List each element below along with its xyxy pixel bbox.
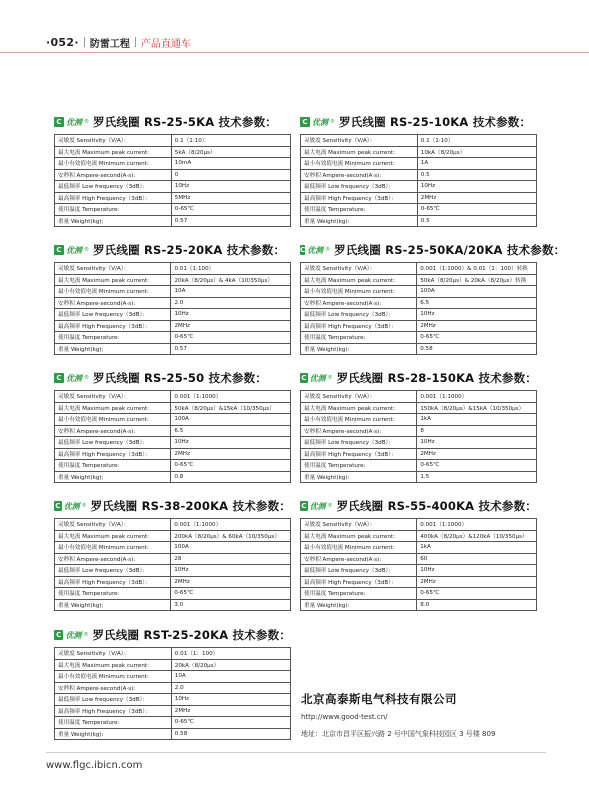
param-label: 最高频率 High Frequency（3dB）：	[55, 192, 172, 204]
table-row	[55, 659, 291, 671]
param-value: 0.01（1:100）	[171, 263, 291, 275]
logo-icon: C	[54, 373, 64, 383]
spec-table	[300, 134, 537, 227]
table-row	[55, 332, 291, 344]
param-label: 重量 Weight(kg):	[301, 599, 417, 611]
param-value: 5MHz	[171, 192, 290, 204]
header-divider	[135, 37, 136, 47]
registered-mark: ®	[84, 119, 89, 125]
table-row	[55, 169, 291, 181]
registered-mark: ®	[325, 247, 331, 253]
param-label: 安秒积 Ampere-second(A·s):	[55, 297, 171, 309]
block-heading: 罗氏线圈 RS-25-50 技术参数：	[93, 371, 267, 385]
logo-text: 优测	[309, 501, 326, 511]
table-row	[301, 158, 537, 170]
param-value: 10A	[171, 286, 291, 298]
param-label: 最小有效值电流 Minimum current:	[55, 414, 171, 426]
param-value: 0-65℃	[417, 204, 536, 216]
param-value: 0.8	[171, 471, 291, 483]
param-label: 最小有效值电流 Minimum current:	[301, 542, 417, 554]
table-row	[55, 448, 291, 460]
table-row	[55, 460, 291, 472]
spec-block	[54, 498, 291, 611]
param-label: 灵敏度 Sensitivity（V/A）：	[55, 648, 172, 660]
param-value: 0-65℃	[171, 460, 291, 472]
table-row	[55, 728, 291, 740]
registered-mark: ®	[81, 503, 87, 509]
param-label: 安秒积 Ampere-second(A·s):	[55, 425, 171, 437]
logo-text: 优测	[309, 373, 326, 383]
logo-icon: C	[301, 374, 307, 382]
param-label: 最小有效值电流 Minimum current:	[55, 158, 172, 170]
param-label: 最低频率 Low frequency（3dB）：	[55, 437, 171, 449]
table-row	[301, 448, 537, 460]
block-heading: 罗氏线圈 RS-25-5KA 技术参数：	[93, 115, 278, 129]
table-row	[301, 135, 537, 147]
param-label: 灵敏度 Sensitivity（V/A）：	[301, 135, 418, 147]
param-value: 10Hz	[171, 565, 291, 577]
table-row	[301, 274, 537, 286]
param-label: 灵敏度 Sensitivity（V/A）：	[55, 391, 171, 403]
param-label: 灵敏度 Sensitivity（V/A）：	[55, 135, 172, 147]
table-row	[55, 215, 291, 227]
company-name: 北京高泰斯电气科技有限公司	[301, 692, 457, 706]
registered-mark: ®	[84, 375, 89, 381]
param-value: 20kA（8/20μs）& 4kA（10/350μs）	[171, 274, 291, 286]
logo-text: 优测	[312, 117, 328, 127]
param-label: 安秒积 Ampere-second(A·s):	[301, 297, 417, 309]
param-label: 安秒积 Ampere-second(A·s):	[301, 553, 417, 565]
param-value: 0-65℃	[171, 588, 291, 600]
param-label: 最小有效值电流 Minimum current:	[55, 671, 172, 683]
param-label: 灵敏度 Sensitivity（V/A）：	[301, 519, 417, 531]
table-row	[55, 588, 291, 600]
table-row	[301, 471, 537, 483]
param-value: 2MHz	[417, 192, 536, 204]
param-value: 1kA	[417, 542, 537, 554]
spec-table	[300, 518, 537, 611]
page-number: ·052·	[46, 35, 79, 49]
table-row	[301, 565, 537, 577]
param-label: 灵敏度 Sensitivity（V/A）：	[55, 519, 171, 531]
param-label: 灵敏度 Sensitivity（V/A）：	[301, 391, 417, 403]
param-value: 0	[171, 169, 290, 181]
param-label: 重量 Weight(kg):	[301, 215, 418, 227]
table-row	[55, 286, 291, 298]
param-value: 0.001（1:1000）	[417, 391, 537, 403]
param-label: 使用温度 Temperature:	[55, 588, 171, 600]
param-value: 2MHz	[171, 576, 291, 588]
company-address: 地址：北京市昌平区振兴路 2 号中国气象科技园区 3 号楼 809	[301, 730, 496, 738]
param-label: 使用温度 Temperature:	[55, 332, 171, 344]
logo-icon: C	[300, 246, 306, 254]
table-row	[301, 146, 537, 158]
spec-table	[300, 262, 537, 355]
table-row	[301, 297, 537, 309]
spec-table	[300, 390, 537, 483]
table-row	[55, 263, 291, 275]
table-row	[55, 402, 291, 414]
header-divider	[84, 37, 85, 47]
param-value: 400kA（8/20μs）&120kA（10/350μs）	[417, 530, 537, 542]
block-title	[54, 370, 291, 386]
param-label: 安秒积 Ampere-second(A·s):	[301, 169, 418, 181]
table-row	[55, 135, 291, 147]
table-row	[55, 181, 291, 193]
param-value: 0-65℃	[417, 332, 537, 344]
table-row	[301, 553, 537, 565]
param-value: 10Hz	[417, 309, 537, 321]
param-value: 200kA（8/20μs）& 60kA（10/350μs）	[171, 530, 291, 542]
param-value: 3.0	[171, 599, 291, 611]
block-heading: 罗氏线圈 RST-25-20KA 技术参数：	[92, 628, 291, 642]
spec-table	[54, 518, 291, 611]
param-label: 使用温度 Temperature:	[301, 460, 417, 472]
block-heading: 罗氏线圈 RS-25-50KA/20KA 技术参数：	[334, 243, 566, 257]
spec-block	[54, 242, 291, 355]
param-label: 最大电流 Maximum peak current:	[55, 146, 172, 158]
param-label: 最小有效值电流 Minimum current:	[301, 286, 417, 298]
table-row	[55, 320, 291, 332]
param-label: 安秒积 Ampere-second(A·s):	[301, 425, 417, 437]
param-value: 0.001（1:1000）	[171, 391, 291, 403]
spec-table	[54, 262, 291, 355]
param-label: 使用温度 Temperature:	[55, 717, 172, 729]
block-heading: 罗氏线圈 RS-28-150KA 技术参数：	[336, 371, 537, 385]
param-label: 灵敏度 Sensitivity（V/A）：	[301, 263, 417, 275]
table-row	[55, 309, 291, 321]
table-row	[301, 530, 537, 542]
block-title	[300, 370, 537, 386]
param-label: 最高频率 High Frequency（3dB）：	[301, 448, 417, 460]
table-row	[55, 542, 291, 554]
param-value: 0.5	[417, 169, 536, 181]
table-row	[301, 402, 537, 414]
table-row	[55, 553, 291, 565]
block-title	[300, 114, 537, 130]
param-label: 最低频率 Low frequency（3dB）：	[55, 565, 171, 577]
param-value: 2MHz	[417, 448, 537, 460]
spec-block	[300, 498, 537, 611]
param-label: 最低频率 Low frequency（3dB）：	[55, 694, 172, 706]
page-header	[46, 34, 191, 50]
param-label: 重量 Weight(kg):	[301, 471, 417, 483]
table-row	[301, 588, 537, 600]
registered-mark: ®	[83, 632, 89, 638]
table-row	[55, 204, 291, 216]
table-row	[301, 391, 537, 403]
param-value: 1.5	[417, 471, 537, 483]
param-value: 100A	[417, 286, 537, 298]
subsection-title: 产品直通车	[140, 38, 191, 50]
logo-icon: C	[54, 245, 64, 255]
param-value: 2MHz	[417, 576, 537, 588]
logo-text: 优测	[63, 501, 80, 511]
spec-block	[300, 242, 566, 355]
table-row	[55, 425, 291, 437]
logo-text: 优测	[65, 630, 82, 640]
param-label: 使用温度 Temperature:	[301, 332, 417, 344]
param-label: 最大电流 Maximum peak current:	[301, 402, 417, 414]
param-value: 0-65℃	[171, 332, 291, 344]
param-value: 0.57	[171, 215, 290, 227]
table-row	[301, 309, 537, 321]
table-row	[55, 717, 291, 729]
param-value: 10mA	[171, 158, 290, 170]
table-row	[55, 343, 291, 355]
table-row	[55, 648, 291, 660]
param-label: 最小有效值电流 Minimum current:	[301, 414, 417, 426]
block-heading: 罗氏线圈 RS-55-400KA 技术参数：	[336, 499, 537, 513]
param-label: 使用温度 Temperature:	[301, 588, 417, 600]
param-label: 使用温度 Temperature:	[301, 204, 418, 216]
param-value: 150kA（8/20μs）&15kA（10/350μs）	[417, 402, 537, 414]
param-label: 最高频率 High Frequency（3dB）：	[301, 320, 417, 332]
param-label: 最大电流 Maximum peak current:	[55, 659, 172, 671]
param-value: 0-65℃	[417, 460, 537, 472]
block-title	[54, 114, 291, 130]
param-value: 6.5	[417, 297, 537, 309]
table-row	[55, 565, 291, 577]
param-value: 10kA（8/20μs）	[417, 146, 536, 158]
logo-text: 优测	[66, 245, 82, 255]
logo-icon: C	[54, 117, 64, 127]
spec-block	[54, 627, 291, 740]
block-heading: 罗氏线圈 RS-38-200KA 技术参数：	[90, 499, 291, 513]
param-value: 2.0	[171, 297, 291, 309]
table-row	[55, 599, 291, 611]
table-row	[301, 576, 537, 588]
table-row	[55, 391, 291, 403]
param-value: 100A	[171, 542, 291, 554]
logo-icon: C	[300, 117, 310, 127]
table-row	[55, 519, 291, 531]
param-label: 安秒积 Ampere-second(A·s):	[55, 553, 171, 565]
table-row	[301, 414, 537, 426]
logo-icon: C	[301, 502, 307, 510]
param-value: 0.58	[417, 343, 537, 355]
block-title	[300, 498, 537, 514]
header-rule	[0, 52, 589, 53]
block-title	[54, 242, 291, 258]
param-value: 10Hz	[171, 694, 290, 706]
param-label: 最大电流 Maximum peak current:	[55, 530, 171, 542]
table-row	[301, 263, 537, 275]
param-value: 28	[171, 553, 291, 565]
param-label: 重量 Weight(kg):	[301, 343, 417, 355]
param-value: 50kA（8/20μs）& 20kA（8/20μs）转换	[417, 274, 537, 286]
table-row	[301, 437, 537, 449]
param-value: 10A	[171, 671, 290, 683]
param-label: 最低频率 Low frequency（3dB）：	[301, 309, 417, 321]
param-value: 6.5	[171, 425, 291, 437]
logo-icon: C	[55, 502, 61, 510]
table-row	[301, 332, 537, 344]
param-label: 使用温度 Temperature:	[55, 204, 172, 216]
param-value: 5kA（8/20μs）	[171, 146, 290, 158]
param-label: 使用温度 Temperature:	[55, 460, 171, 472]
registered-mark: ®	[330, 119, 335, 125]
param-label: 最大电流 Maximum peak current:	[55, 274, 171, 286]
param-label: 重量 Weight(kg):	[55, 343, 171, 355]
section-title: 防雷工程	[89, 38, 130, 50]
block-heading: 罗氏线圈 RS-25-20KA 技术参数：	[93, 243, 286, 257]
footer-url[interactable]: www.flgc.ibicn.com	[46, 760, 143, 771]
table-row	[55, 682, 291, 694]
param-value: 50kA（8/20μs）&15kA（10/350μs）	[171, 402, 291, 414]
param-value: 10Hz	[417, 565, 537, 577]
table-row	[301, 215, 537, 227]
table-row	[55, 192, 291, 204]
spec-block	[300, 370, 537, 483]
param-value: 2.0	[171, 682, 290, 694]
spec-block	[300, 114, 537, 227]
param-value: 10Hz	[417, 181, 536, 193]
spec-table	[54, 134, 291, 227]
table-row	[55, 471, 291, 483]
param-label: 最高频率 High Frequency（3dB）：	[55, 448, 171, 460]
param-label: 安秒积 Ampere-second(A·s):	[55, 169, 172, 181]
param-label: 最低频率 Low frequency（3dB）：	[55, 181, 172, 193]
table-row	[55, 694, 291, 706]
param-value: 10Hz	[171, 437, 291, 449]
param-label: 最低频率 Low frequency（3dB）：	[301, 565, 417, 577]
param-label: 安秒积 Ampere-second(A·s):	[55, 682, 172, 694]
spec-table	[54, 390, 291, 483]
param-value: 8.0	[417, 599, 537, 611]
table-row	[55, 671, 291, 683]
table-row	[301, 599, 537, 611]
param-label: 重量 Weight(kg):	[55, 599, 171, 611]
param-label: 最小有效值电流 Minimum current:	[55, 286, 171, 298]
spec-table	[54, 647, 291, 740]
param-value: 0.001（1:1000）& 0.01（1：100）转换	[417, 263, 537, 275]
param-value: 0.1（1:10）	[417, 135, 536, 147]
table-row	[55, 530, 291, 542]
param-label: 最大电流 Maximum peak current:	[55, 402, 171, 414]
table-row	[301, 460, 537, 472]
param-label: 重量 Weight(kg):	[55, 215, 172, 227]
registered-mark: ®	[84, 247, 89, 253]
table-row	[55, 576, 291, 588]
param-value: 0.58	[171, 728, 290, 740]
param-value: 2MHz	[171, 320, 291, 332]
table-row	[301, 286, 537, 298]
param-value: 2MHz	[417, 320, 537, 332]
param-value: 100A	[171, 414, 291, 426]
table-row	[301, 542, 537, 554]
param-value: 8	[417, 425, 537, 437]
param-value: 60	[417, 553, 537, 565]
param-label: 最大电流 Maximum peak current:	[301, 146, 418, 158]
registered-mark: ®	[327, 503, 333, 509]
param-value: 0-65℃	[171, 204, 290, 216]
param-label: 最低频率 Low frequency（3dB）：	[55, 309, 171, 321]
param-label: 最小有效值电流 Minimum current:	[55, 542, 171, 554]
table-row	[55, 414, 291, 426]
table-row	[301, 343, 537, 355]
param-value: 0.001（1:1000）	[417, 519, 537, 531]
table-row	[301, 181, 537, 193]
param-label: 最大电流 Maximum peak current:	[301, 274, 417, 286]
block-title	[300, 242, 566, 258]
table-row	[55, 437, 291, 449]
table-row	[55, 274, 291, 286]
table-row	[301, 320, 537, 332]
table-row	[301, 204, 537, 216]
param-label: 最高频率 High Frequency（3dB）：	[55, 705, 172, 717]
param-label: 最高频率 High Frequency（3dB）：	[55, 576, 171, 588]
table-row	[55, 158, 291, 170]
logo-text: 优测	[66, 373, 82, 383]
company-url[interactable]: http://www.good-test.cn/	[301, 713, 388, 721]
footer-rule	[46, 752, 546, 753]
param-label: 最低频率 Low frequency（3dB）：	[301, 181, 418, 193]
param-label: 重量 Weight(kg):	[55, 728, 172, 740]
param-value: 0.5	[417, 215, 536, 227]
param-label: 最低频率 Low frequency（3dB）：	[301, 437, 417, 449]
logo-text: 优测	[66, 117, 82, 127]
param-label: 重量 Weight(kg):	[55, 471, 171, 483]
table-row	[301, 192, 537, 204]
table-row	[55, 705, 291, 717]
param-value: 10Hz	[171, 309, 291, 321]
logo-icon: C	[54, 630, 63, 640]
param-value: 10Hz	[417, 437, 537, 449]
param-value: 0.57	[171, 343, 291, 355]
registered-mark: ®	[327, 375, 333, 381]
table-row	[55, 146, 291, 158]
param-value: 1kA	[417, 414, 537, 426]
param-value: 0.01（1：100）	[171, 648, 290, 660]
param-label: 最大电流 Maximum peak current:	[301, 530, 417, 542]
table-row	[55, 297, 291, 309]
param-value: 0-65℃	[171, 717, 290, 729]
param-value: 1A	[417, 158, 536, 170]
param-value: 0.001（1:1000）	[171, 519, 291, 531]
param-label: 最小有效值电流 Minimum current:	[301, 158, 418, 170]
logo-text: 优测	[307, 245, 324, 255]
param-value: 20kA（8/20μs）	[171, 659, 290, 671]
param-value: 0.1（1:10）	[171, 135, 290, 147]
table-row	[301, 425, 537, 437]
param-value: 2MHz	[171, 448, 291, 460]
table-row	[301, 519, 537, 531]
spec-block	[54, 114, 291, 227]
block-heading: 罗氏线圈 RS-25-10KA 技术参数：	[339, 115, 532, 129]
param-value: 2MHz	[171, 705, 290, 717]
param-label: 最高频率 High Frequency（3dB）：	[301, 576, 417, 588]
param-value: 10Hz	[171, 181, 290, 193]
block-title	[54, 627, 291, 643]
param-value: 0-65℃	[417, 588, 537, 600]
param-label: 最高频率 High Frequency（3dB）：	[301, 192, 418, 204]
block-title	[54, 498, 291, 514]
param-label: 最高频率 High Frequency（3dB）：	[55, 320, 171, 332]
spec-block	[54, 370, 291, 483]
table-row	[301, 169, 537, 181]
param-label: 灵敏度 Sensitivity（V/A）：	[55, 263, 171, 275]
